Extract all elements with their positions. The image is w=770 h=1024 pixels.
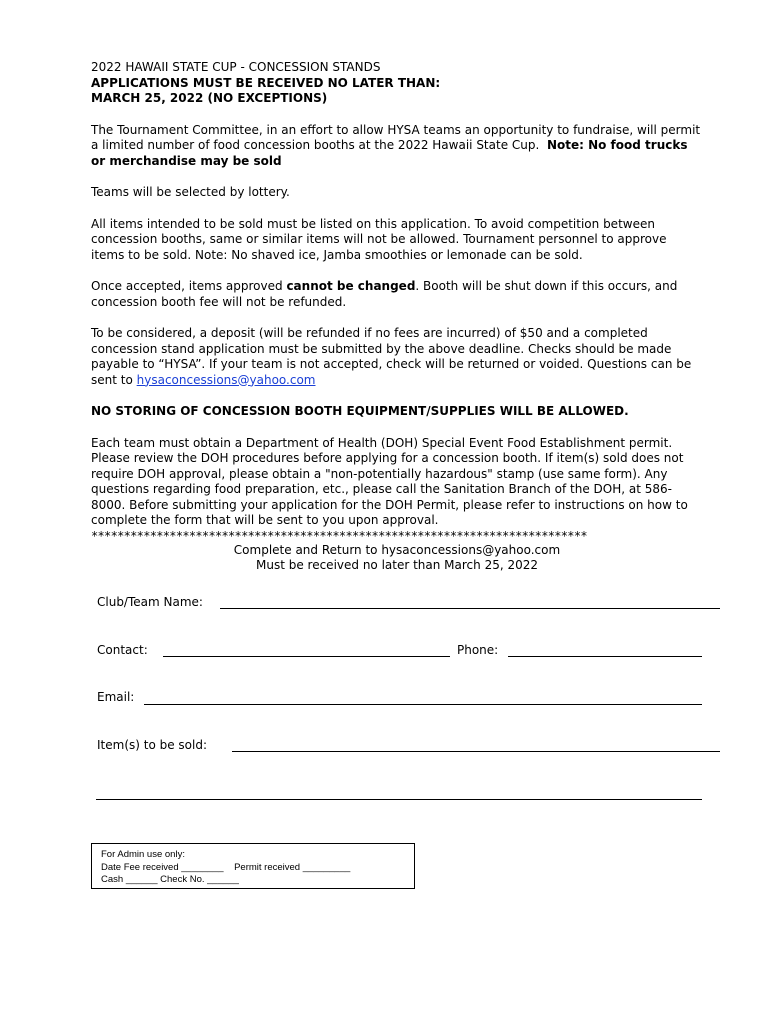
lottery-paragraph: Teams will be selected by lottery.	[91, 185, 290, 199]
changes-paragraph	[91, 279, 703, 310]
deadline-heading	[91, 76, 703, 92]
document-body	[91, 60, 703, 574]
intro-paragraph	[91, 123, 703, 170]
document-title: 2022 HAWAII STATE CUP - CONCESSION STANDS	[91, 60, 381, 74]
doh-paragraph: Each team must obtain a Department of Health (DOH) Special Event Food Establishment permit. Please review the DOH procedures before applying for a concession booth. If item(s) sold does not require DOH approval, please obtain a "non-potentially hazardous" stamp (use same form). Any questions regarding food preparation, etc., please call the Sanitation Branch of the DOH, at 586-8000. Before submitting your application for the DOH Permit, please refer to instructions on how to complete the form that will be sent to you upon approval.	[91, 435, 688, 527]
email-link[interactable]: hysaconcessions@yahoo.com	[136, 372, 316, 387]
admin-fee-row	[101, 862, 405, 875]
phone-label: Phone:	[457, 643, 499, 657]
club-team-input-line[interactable]	[220, 608, 720, 609]
intro-note: Note: No food trucks or merchandise may be sold	[91, 138, 688, 168]
storage-warning-text: NO STORING OF CONCESSION BOOTH EQUIPMENT/SUPPLIES WILL BE ALLOWED.	[91, 404, 629, 418]
deadline-line-1: APPLICATIONS MUST BE RECEIVED NO LATER THAN:	[91, 75, 441, 90]
email-label: Email:	[97, 690, 135, 704]
club-team-label: Club/Team Name:	[97, 595, 203, 609]
return-line-2: Must be received no later than March 25, 2022	[255, 558, 539, 572]
changes-text-a: Once accepted, items approved	[91, 279, 283, 293]
items-input-line-2[interactable]	[96, 799, 702, 800]
items-label: Item(s) to be sold:	[97, 738, 208, 752]
items-input-line[interactable]	[232, 751, 720, 752]
deadline-line-2: MARCH 25, 2022 (NO EXCEPTIONS)	[91, 91, 328, 105]
changes-bold: cannot be changed	[286, 279, 416, 293]
email-input-line[interactable]	[144, 704, 702, 705]
admin-permit: Permit received _________	[234, 861, 351, 873]
contact-input-line[interactable]	[163, 656, 450, 657]
items-paragraph: All items intended to be sold must be listed on this application. To avoid competition between concession booths, same or similar items will not be allowed. Tournament personnel to approve items to be sold. Note: No shaved ice, Jamba smoothies or lemonade can be sold.	[91, 216, 667, 262]
deposit-text: To be considered, a deposit (will be refunded if no fees are incurred) of $50 and a completed concession stand application must be submitted by the above deadline. Checks should be made payable to “HYSA”. If your team is not accepted, check will be returned or voided. Questions can be sent to	[91, 326, 692, 387]
phone-input-line[interactable]	[508, 656, 702, 657]
separator-line: ****************************************************************************	[91, 528, 587, 543]
admin-cash-check: Cash ______ Check No. ______	[101, 874, 239, 885]
return-line-1: Complete and Return to hysaconcessions@yahoo.com	[233, 542, 561, 557]
deadline-date	[91, 91, 703, 107]
changes-text-b: . Booth will be shut down if this occurs, and concession booth fee will not be refunded.	[91, 279, 678, 309]
intro-text: The Tournament Committee, in an effort to allow HYSA teams an opportunity to fundraise, will permit a limited number of food concession booths at the 2022 Hawaii State Cup.	[91, 122, 701, 152]
deposit-paragraph	[91, 326, 703, 388]
admin-date-fee: Date Fee received ________	[101, 861, 224, 873]
storage-warning	[91, 404, 703, 420]
admin-use-box	[91, 843, 415, 889]
contact-label: Contact:	[97, 643, 148, 657]
admin-heading: For Admin use only:	[101, 849, 185, 860]
